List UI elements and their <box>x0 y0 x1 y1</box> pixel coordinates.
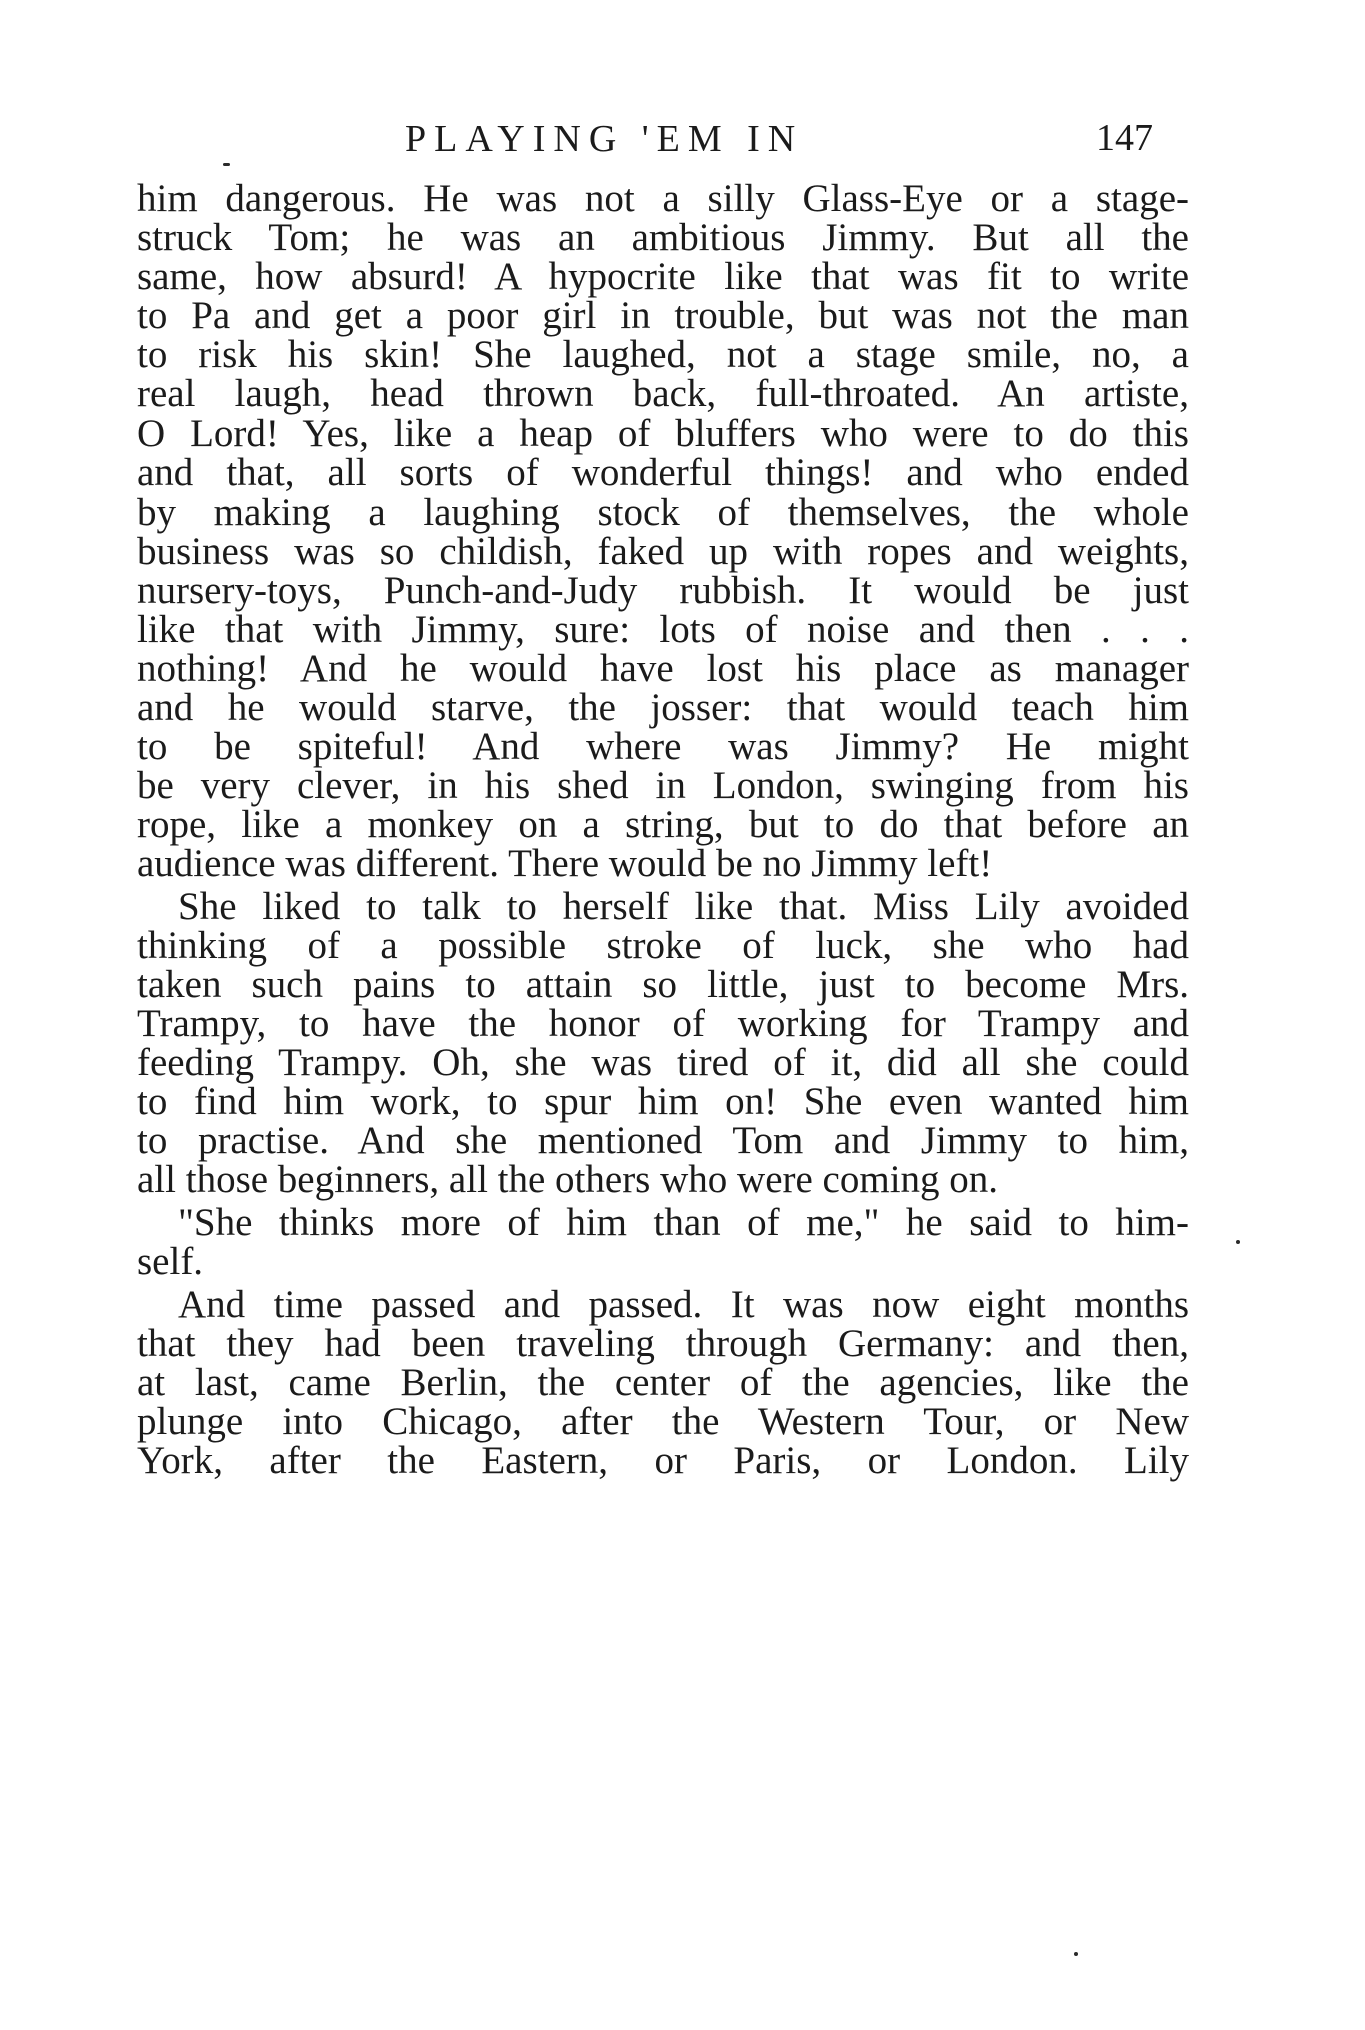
text-line: to practise. And she mentioned Tom and Jimmy to him, <box>137 1119 1189 1162</box>
text-line: and that, all sorts of wonderful things! and who ended <box>137 451 1189 494</box>
text-line: "She thinks more of him than of me," he said to him- <box>178 1201 1189 1244</box>
text-line: real laugh, head thrown back, full-throated. An artiste, <box>137 372 1189 415</box>
text-line: to risk his skin! She laughed, not a stage smile, no, a <box>137 333 1189 376</box>
text-line: self. <box>137 1240 204 1283</box>
text-line: like that with Jimmy, sure: lots of noise and then . . . <box>137 608 1189 651</box>
text-line: at last, came Berlin, the center of the agencies, like the <box>137 1361 1189 1404</box>
text-line: audience was different. There would be no Jimmy left! <box>137 842 993 885</box>
text-line: and he would starve, the josser: that would teach him <box>137 686 1189 729</box>
text-line: York, after the Eastern, or Paris, or London. Lily <box>137 1439 1189 1482</box>
text-line: nothing! And he would have lost his place as manager <box>137 647 1189 690</box>
text-line: O Lord! Yes, like a heap of bluffers who were to do this <box>137 412 1189 455</box>
text-line: And time passed and passed. It was now eight months <box>178 1283 1189 1326</box>
text-line: him dangerous. He was not a silly Glass-Eye or a stage- <box>137 177 1189 220</box>
text-line: nursery-toys, Punch-and-Judy rubbish. It would be just <box>137 569 1189 612</box>
running-head: PLAYING 'EM IN <box>405 118 804 160</box>
ink-speck <box>1074 1952 1078 1956</box>
ink-speck <box>1236 1240 1240 1244</box>
text-line: rope, like a monkey on a string, but to do that before an <box>137 803 1189 846</box>
text-line: struck Tom; he was an ambitious Jimmy. But all the <box>137 216 1189 259</box>
text-line: plunge into Chicago, after the Western Tour, or New <box>137 1400 1189 1443</box>
text-line: She liked to talk to herself like that. Miss Lily avoided <box>178 885 1189 928</box>
text-line: to Pa and get a poor girl in trouble, but was not the man <box>137 294 1189 337</box>
text-line: thinking of a possible stroke of luck, she who had <box>137 924 1189 967</box>
text-line: Trampy, to have the honor of working for Trampy and <box>137 1002 1189 1045</box>
text-line: same, how absurd! A hypocrite like that was fit to write <box>137 255 1189 298</box>
text-line: be very clever, in his shed in London, swinging from his <box>137 764 1189 807</box>
text-line: to find him work, to spur him on! She even wanted him <box>137 1080 1189 1123</box>
text-line: to be spiteful! And where was Jimmy? He might <box>137 725 1189 768</box>
page-number: 147 <box>1096 117 1153 159</box>
text-line: all those beginners, all the others who were coming on. <box>137 1158 999 1201</box>
text-line: by making a laughing stock of themselves, the whole <box>137 491 1189 534</box>
text-line: taken such pains to attain so little, just to become Mrs. <box>137 963 1189 1006</box>
text-line: that they had been traveling through Germany: and then, <box>137 1322 1189 1365</box>
text-line: business was so childish, faked up with ropes and weights, <box>137 530 1189 573</box>
text-line: feeding Trampy. Oh, she was tired of it, did all she could <box>137 1041 1189 1084</box>
ink-speck <box>223 163 230 166</box>
